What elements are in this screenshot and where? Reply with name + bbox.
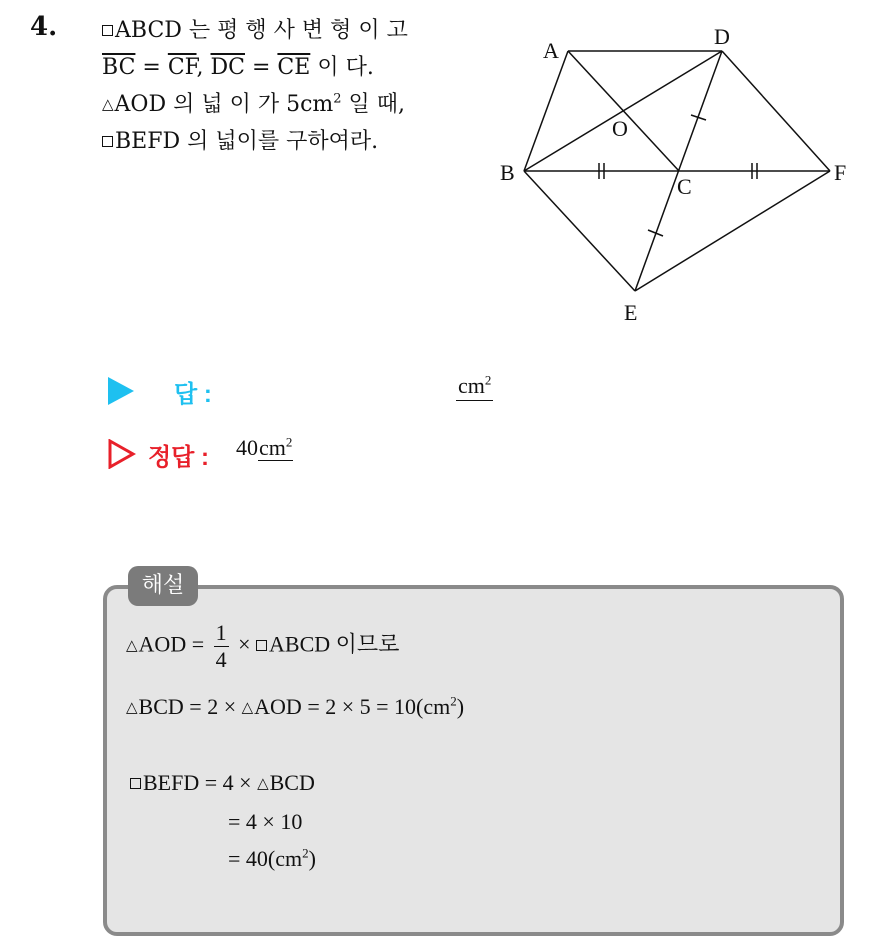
- correct-answer-value: [236, 435, 293, 461]
- square-symbol-icon: [102, 25, 113, 36]
- solution-line-5: [228, 846, 316, 872]
- triangle-symbol-icon: △: [102, 95, 114, 113]
- fraction-numerator: 1: [215, 620, 227, 645]
- triangle-symbol-icon: △: [126, 637, 138, 654]
- fraction-denominator: 4: [215, 647, 227, 672]
- correct-unit: cm: [259, 435, 286, 460]
- solution-l2-exponent: 2: [450, 693, 457, 709]
- square-symbol-icon: [130, 778, 141, 789]
- segment-be: [524, 171, 635, 291]
- label-d: D: [714, 24, 730, 49]
- solution-l1-shape: ABCD: [269, 631, 331, 657]
- problem-line-3-rest: 의 넓 이 가 5: [166, 92, 301, 117]
- comma: ,: [196, 55, 211, 80]
- solution-line-4: = 4 × 10: [228, 809, 303, 834]
- answer-unit-exponent: 2: [484, 372, 492, 388]
- solution-line-3: [130, 770, 315, 796]
- solution-l1-end: 이므로: [330, 631, 400, 657]
- square-symbol-icon: [102, 136, 113, 147]
- unit-cm: cm: [300, 92, 334, 117]
- answer-input[interactable]: [456, 372, 493, 401]
- segment-bd: [524, 51, 722, 171]
- solution-l5-end: ): [308, 846, 316, 871]
- answer-label: 답 :: [174, 381, 212, 408]
- square-symbol-icon: [256, 640, 267, 651]
- solution-l5-a: = 40(: [228, 846, 276, 871]
- equals-sign: =: [245, 55, 278, 80]
- shape-befd: BEFD: [115, 129, 181, 154]
- label-b: B: [500, 160, 515, 185]
- solution-l3-lhs: BEFD = 4 ×: [143, 770, 258, 795]
- problem-line-2: [102, 49, 474, 86]
- problem-line-1: [102, 12, 474, 49]
- problem-number: 4.: [30, 12, 58, 42]
- solution-l5-exponent: 2: [302, 845, 309, 861]
- triangle-symbol-icon: △: [257, 776, 269, 792]
- problem-line-2-rest: 이 다.: [310, 55, 374, 80]
- problem-statement: [102, 12, 474, 160]
- unit-exponent: 2: [333, 91, 342, 107]
- solution-l1-lhs: AOD =: [138, 631, 210, 657]
- problem-line-3-end: 일 때,: [341, 92, 406, 117]
- solution-tab: 해설: [128, 566, 198, 606]
- solution-l2-end: ): [456, 694, 465, 719]
- solution-l3-rhs: BCD: [269, 770, 315, 795]
- label-a: A: [543, 38, 559, 63]
- play-arrow-icon: [108, 377, 134, 405]
- problem-line-4: [102, 123, 474, 160]
- triangle-symbol-icon: △: [126, 700, 138, 716]
- solution-line-1: [126, 620, 399, 673]
- solution-l2-unit: cm: [423, 694, 451, 719]
- label-c: C: [677, 174, 692, 199]
- segment-ce: $\overline{CE}$: [277, 55, 311, 80]
- shape-aod: AOD: [114, 92, 167, 117]
- fraction-one-quarter: [214, 620, 229, 673]
- solution-l5-unit: cm: [275, 846, 303, 871]
- correct-unit-group: [258, 435, 293, 461]
- outline-arrow-icon: [108, 439, 136, 469]
- answer-unit: cm: [458, 373, 485, 398]
- segment-ef: [635, 171, 830, 291]
- segment-cf: $\overline{CF}$: [167, 55, 197, 80]
- correct-answer-label: 정답 :: [148, 444, 210, 471]
- problem-line-3: [102, 86, 474, 123]
- solution-line-2: [126, 694, 464, 720]
- segment-ab: [524, 51, 568, 171]
- label-f: F: [834, 160, 847, 185]
- shape-abcd: ABCD: [115, 18, 182, 43]
- solution-l1-times: ×: [232, 631, 257, 657]
- equals-sign: =: [135, 55, 168, 80]
- segment-dc: $\overline{DC}$: [210, 55, 245, 80]
- correct-number: 40: [236, 435, 258, 460]
- triangle-symbol-icon: △: [241, 700, 254, 716]
- segment-bc: $\overline{BC}$: [102, 55, 136, 80]
- segment-df: [722, 51, 830, 171]
- problem-line-4-rest: 의 넓이를 구하여라.: [180, 129, 379, 154]
- solution-l2-mid: AOD = 2 × 5 = 10(: [254, 694, 424, 719]
- label-o: O: [612, 116, 628, 141]
- label-e: E: [624, 300, 638, 325]
- correct-unit-exponent: 2: [285, 434, 293, 450]
- solution-l2-lhs: BCD = 2 ×: [138, 694, 242, 719]
- problem-line-1-rest: 는 평 행 사 변 형 이 고: [181, 18, 408, 43]
- geometry-figure: [495, 18, 865, 333]
